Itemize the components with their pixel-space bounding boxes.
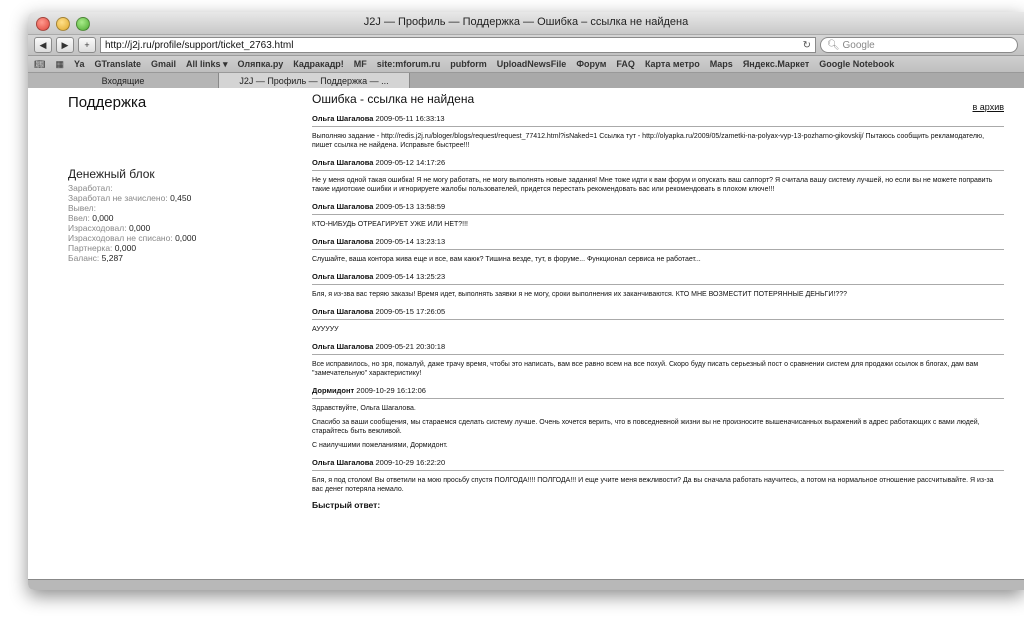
- bookmark-item[interactable]: Оляпка.ру: [237, 58, 284, 69]
- message-paragraph: Бля, я из-зва вас теряю заказы! Время идет, выполнять заявки я не могу, сроки выполнения их заканчиваются. КТО МНЕ ВОЗМЕСТИТ ПОТЕРЯННЫЕ ДЕНЬГИ!???: [312, 291, 847, 298]
- balance-value: 0,000: [175, 233, 197, 243]
- forward-button[interactable]: [56, 37, 74, 53]
- balance-value: 0,000: [92, 213, 114, 223]
- message-paragraph: Слушайте, ваша контора жива еще и все, вам каюк? Тишина везде, тут, в форуме... Функционал сервиса не работает...: [312, 256, 701, 263]
- message: [312, 458, 1004, 494]
- ticket-main: [312, 92, 1004, 510]
- message-body: [312, 404, 1004, 450]
- message-author: Ольга Шагалова: [312, 114, 374, 123]
- money-block-title: Денежный блок: [68, 167, 155, 181]
- search-field[interactable]: [820, 37, 1018, 53]
- bookmark-item[interactable]: GTranslate: [94, 58, 141, 69]
- balance-label: Партнерка:: [68, 243, 115, 253]
- balance-value: 0,450: [170, 193, 192, 203]
- message-header: [312, 342, 1004, 355]
- balance-value: 0,000: [128, 223, 151, 233]
- browser-toolbar: [28, 35, 1024, 56]
- message-date: 2009-05-21 20:30:18: [373, 342, 446, 351]
- page-content: [28, 88, 1024, 580]
- message: [312, 202, 1004, 229]
- reload-icon[interactable]: ↻: [802, 39, 811, 51]
- status-bar: [28, 579, 1024, 590]
- search-placeholder: Google: [842, 39, 875, 51]
- message-header: [312, 386, 1004, 399]
- balance-label: Израсходовал не списано:: [68, 233, 176, 243]
- bookmark-item[interactable]: Карта метро: [644, 58, 700, 69]
- balance-label: Баланс:: [68, 253, 102, 263]
- bookmarks-book-icon[interactable]: 📖︎: [34, 58, 46, 69]
- message-date: 2009-10-29 16:12:06: [354, 386, 426, 395]
- message-paragraph: Все исправилось, но зря, пожалуй, даже трачу время, чтобы это написать, вам все равно всем на все похуй. Скоро буду писать серьезный пост о сравнении систем для продажи ссылок в блогах, дам вам "замечательную" характеристику!: [312, 361, 979, 377]
- tab-inbox[interactable]: Входящие: [28, 73, 219, 89]
- message-author: Ольга Шагалова: [312, 307, 374, 316]
- bookmarks-bar: [28, 56, 1024, 73]
- message-body: [312, 220, 1004, 229]
- balance-label: Израсходовал:: [68, 223, 129, 233]
- message-author: Ольга Шагалова: [312, 158, 374, 167]
- bookmark-item[interactable]: Кадракадр!: [293, 58, 344, 69]
- message-header: [312, 158, 1004, 171]
- balance-line: [68, 213, 288, 223]
- message-header: [312, 114, 1004, 127]
- message-paragraph: АУУУУУ: [312, 326, 339, 333]
- message-body: [312, 476, 1004, 494]
- bookmark-item[interactable]: FAQ: [616, 58, 635, 69]
- message-date: 2009-05-12 14:17:26: [373, 158, 446, 167]
- message-date: 2009-05-11 16:33:13: [373, 114, 445, 123]
- message-date: 2009-10-29 16:22:20: [373, 458, 446, 467]
- balance-line: [68, 233, 288, 243]
- message-author: Ольга Шагалова: [312, 342, 374, 351]
- message-body: [312, 360, 1004, 378]
- back-button[interactable]: [34, 37, 52, 53]
- message-header: [312, 237, 1004, 250]
- tab-support-ticket[interactable]: J2J — Профиль — Поддержка — ...: [219, 73, 410, 89]
- add-bookmark-button[interactable]: [78, 37, 96, 53]
- message: [312, 158, 1004, 194]
- message-paragraph: Бля, я под столом! Вы ответили на мою просьбу спустя ПОЛГОДА!!!! ПОЛГОДА!!! И еще учите меня вежливости? Да вы сначала работать научитесь, а потом на нормальное отношение рассчитывайте. Я из-за вас денег потеряла немало.: [312, 477, 994, 493]
- window-title: J2J — Профиль — Поддержка — Ошибка – ссылка не найдена: [363, 16, 689, 28]
- address-bar[interactable]: [100, 37, 816, 53]
- balance-label: Заработал не зачислено:: [68, 193, 171, 203]
- balance-line: [68, 183, 288, 193]
- message-header: [312, 458, 1004, 471]
- message-paragraph: КТО-НИБУДЬ ОТРЕАГИРУЕТ УЖЕ ИЛИ НЕТ?!!!: [312, 221, 468, 228]
- bookmarks-grid-icon[interactable]: ▦: [55, 58, 64, 69]
- balance-line: [68, 193, 288, 203]
- balance-value: 0,000: [114, 243, 137, 253]
- message-body: [312, 290, 1004, 299]
- balance-label: Ввел:: [68, 213, 93, 223]
- browser-window: [28, 12, 1024, 590]
- message-author: Ольга Шагалова: [312, 272, 374, 281]
- archive-link[interactable]: в архив: [972, 102, 1004, 112]
- balance-list: [68, 183, 288, 263]
- bookmark-item[interactable]: Gmail: [151, 58, 177, 69]
- message-body: [312, 255, 1004, 264]
- message-author: Ольга Шагалова: [312, 458, 374, 467]
- bookmark-item[interactable]: MF: [353, 58, 367, 69]
- message-paragraph: Спасибо за ваши сообщения, мы стараемся сделать систему лучше. Очень хочется верить, что в повседневной жизни вы не произносите вышеначисанных выражений в адрес работающих с вами людей, старайтесь быть вежливой.: [312, 419, 980, 435]
- balance-label: Вывел:: [68, 203, 96, 213]
- message-header: [312, 272, 1004, 285]
- message-body: [312, 325, 1004, 334]
- url-text: http://j2j.ru/profile/support/ticket_2763.html: [105, 39, 294, 51]
- message-paragraph: Не у меня одной такая ошибка! Я не могу работать, не могу выполнять новые задания! Мне тоже идти к вам форум и опускать ваш саппорт? Я считала вашу систему лучшей, но если вы не можете поправить такие идиотские ошибки и игнорируете жалобы пользователей, придется перестать рекомендовать вас или рекомендовать в плохом ключе!!!: [312, 177, 993, 193]
- title-bar: [28, 12, 1024, 35]
- sidebar-title: Поддержка: [68, 94, 147, 111]
- message-date: 2009-05-14 13:25:23: [373, 272, 446, 281]
- balance-line: [68, 223, 288, 233]
- message-date: 2009-05-13 13:58:59: [373, 202, 446, 211]
- message-paragraph: С наилучшими пожеланиями, Дормидонт.: [312, 442, 448, 449]
- bookmark-item[interactable]: Maps: [709, 58, 733, 69]
- message-paragraph: Выполняю задание - http://redis.j2j.ru/bloger/blogs/request/request_77412.html?isNaked=1 Ссылка тут - http://olyapka.ru/2009/05/zametki-na-polyax-vyp-13-pozharno-gikovskij/ Пытаюсь сообщить рекламодателю, пишет ссылка не найдена. Исправьте быстрее!!!: [312, 133, 985, 149]
- ticket-title: Ошибка - ссылка не найдена: [312, 92, 475, 106]
- message-date: 2009-05-15 17:26:05: [373, 307, 446, 316]
- message: [312, 342, 1004, 378]
- sidebar: [68, 94, 288, 263]
- forward-arrow-icon: ▶: [61, 39, 69, 50]
- balance-line: [68, 253, 288, 263]
- bookmark-item[interactable]: Форум: [576, 58, 607, 69]
- bookmark-item[interactable]: UploadNewsFile: [496, 58, 567, 69]
- message-author: Ольга Шагалова: [312, 202, 374, 211]
- message-body: [312, 132, 1004, 150]
- bookmark-item[interactable]: All links ▾: [186, 58, 228, 69]
- message-body: [312, 176, 1004, 194]
- balance-line: [68, 203, 288, 213]
- message: [312, 307, 1004, 334]
- message-paragraph: Здравствуйте, Ольга Шагалова.: [312, 405, 416, 412]
- message-header: [312, 307, 1004, 320]
- bookmark-item[interactable]: site:mforum.ru: [376, 58, 441, 69]
- message-list: [312, 114, 1004, 494]
- message-author: Дормидонт: [312, 386, 355, 395]
- bookmark-list: [74, 59, 904, 70]
- bookmark-item[interactable]: pubform: [450, 58, 487, 69]
- message: [312, 114, 1004, 150]
- bookmark-item[interactable]: Ya: [73, 58, 85, 69]
- message-header: [312, 202, 1004, 215]
- message-date: 2009-05-14 13:23:13: [373, 237, 446, 246]
- message: [312, 386, 1004, 450]
- search-icon: 🔍︎: [827, 39, 843, 51]
- bookmark-item[interactable]: Яндекс.Маркет: [742, 58, 810, 69]
- balance-label: Заработал:: [68, 183, 113, 193]
- plus-icon: +: [84, 40, 90, 50]
- quick-reply-label: Быстрый ответ:: [312, 500, 381, 510]
- balance-value: 5,287: [101, 253, 123, 263]
- message: [312, 237, 1004, 264]
- message-author: Ольга Шагалова: [312, 237, 374, 246]
- message: [312, 272, 1004, 299]
- bookmark-item[interactable]: Google Notebook: [819, 58, 895, 69]
- back-arrow-icon: ◀: [39, 39, 47, 50]
- balance-line: [68, 243, 288, 253]
